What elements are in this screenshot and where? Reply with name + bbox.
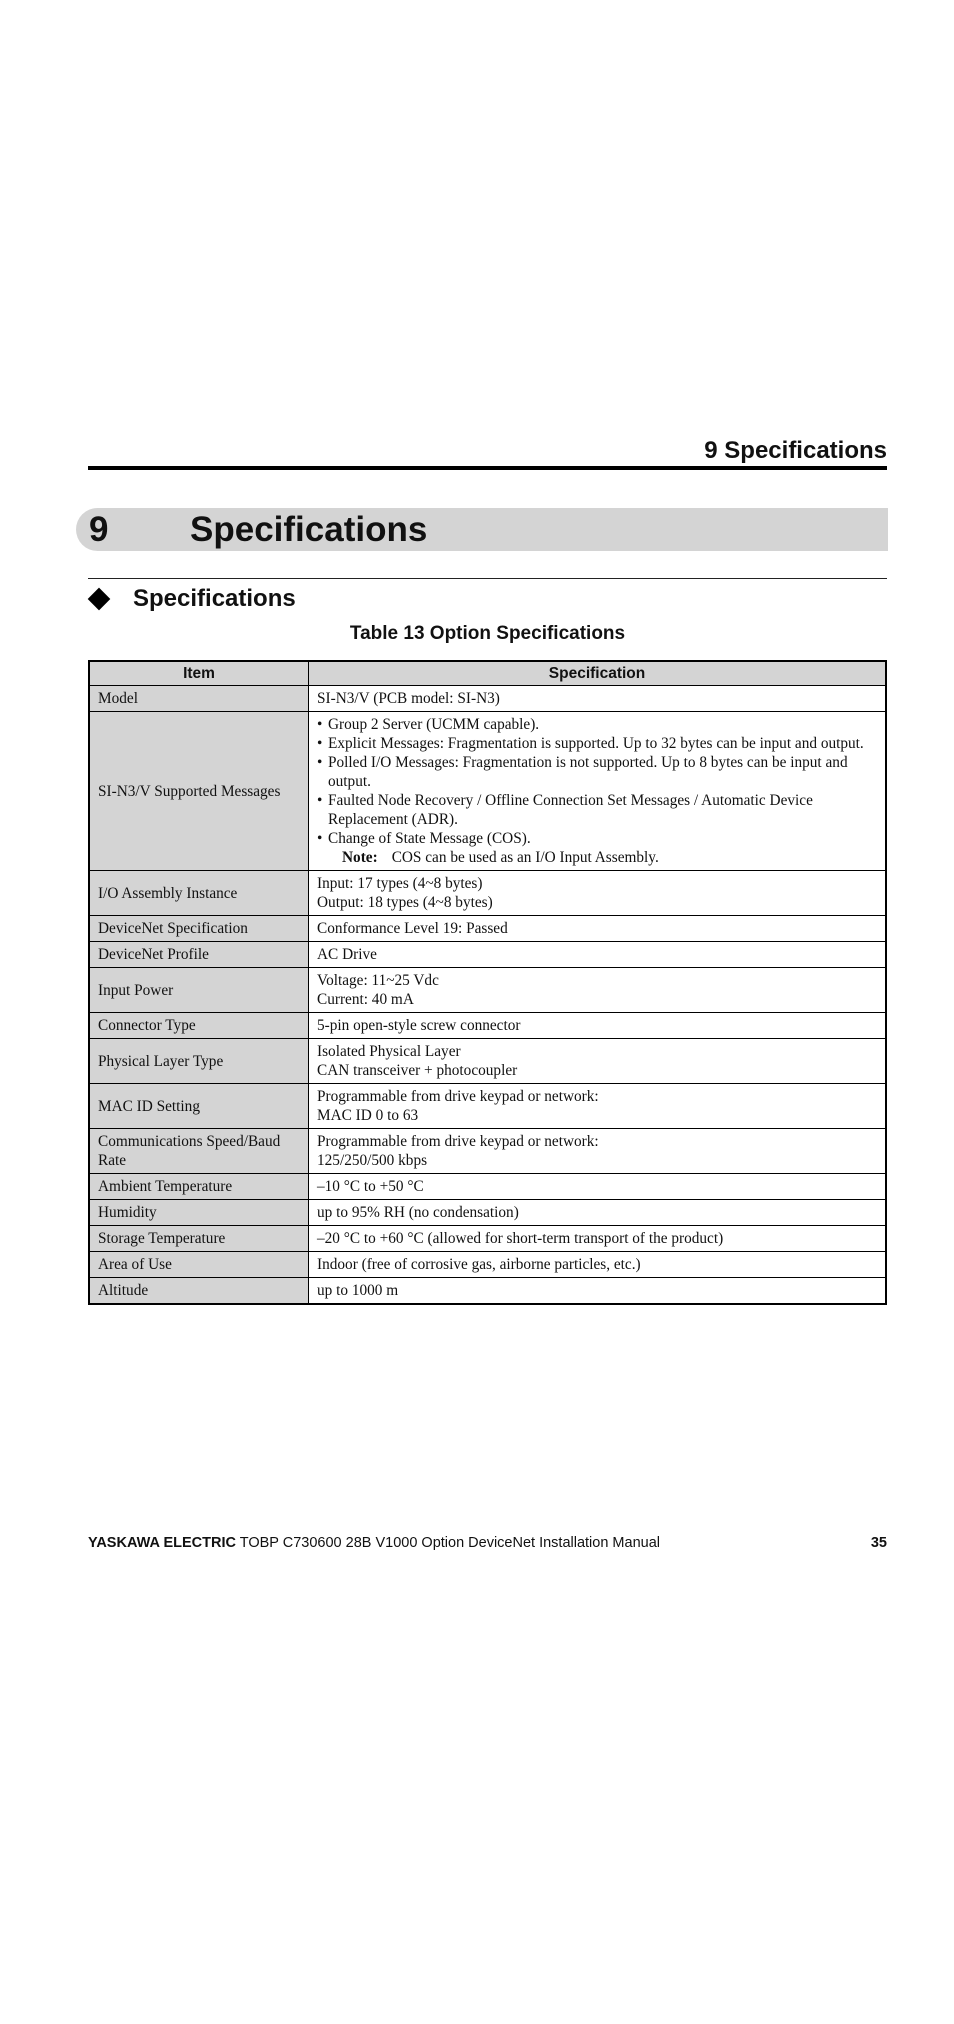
spec-line: 5-pin open-style screw connector [317,1017,521,1034]
page-footer [88,1533,887,1553]
row-item-supported-messages: SI-N3/V Supported Messages [89,712,309,871]
row-spec-storage-temperature [309,1226,887,1252]
spec-line: 125/250/500 kbps [317,1152,428,1169]
spec-line: Indoor (free of corrosive gas, airborne particles, etc.) [317,1256,641,1273]
chapter-number: 9 [89,510,109,549]
row-spec-io-assembly [309,871,887,916]
row-spec-physical-layer [309,1039,887,1084]
row-item-humidity: Humidity [89,1200,309,1226]
table-row [89,1013,886,1039]
row-item-input-power: Input Power [89,968,309,1013]
message-bullet-list [317,715,877,848]
row-item-devicenet-profile: DeviceNet Profile [89,942,309,968]
spec-line: Programmable from drive keypad or network: [317,1133,599,1150]
page-number: 35 [870,1535,887,1551]
table-row [89,712,886,871]
spec-line: MAC ID 0 to 63 [317,1107,419,1124]
row-spec-devicenet-specification [309,916,887,942]
table-caption: Table 13 Option Specifications [349,623,626,644]
row-spec-connector-type [309,1013,887,1039]
section-title: Specifications [133,585,296,612]
spec-line: Current: 40 mA [317,991,414,1008]
spec-line: Voltage: 11~25 Vdc [317,972,439,989]
table-row [89,1084,886,1129]
spec-line: –20 °C to +60 °C (allowed for short-term transport of the product) [317,1230,724,1247]
row-spec-ambient-temperature [309,1174,887,1200]
row-spec-humidity [309,1200,887,1226]
chapter-title: Specifications [190,510,428,549]
spec-line: Programmable from drive keypad or network: [317,1088,599,1105]
row-item-storage-temperature: Storage Temperature [89,1226,309,1252]
table-row [89,916,886,942]
row-spec-model [309,686,887,712]
diamond-bullet-icon [88,588,111,611]
spec-line: Input: 17 types (4~8 bytes) [317,875,483,892]
table-row [89,686,886,712]
spec-line: SI-N3/V (PCB model: SI-N3) [317,690,500,707]
table-row [89,1200,886,1226]
row-item-mac-id: MAC ID Setting [89,1084,309,1129]
spec-line: Isolated Physical Layer [317,1043,461,1060]
table-row [89,871,886,916]
option-specifications-table [88,660,887,1305]
row-spec-area-of-use [309,1252,887,1278]
table-row [89,1039,886,1084]
row-item-area-of-use: Area of Use [89,1252,309,1278]
table-header-row [89,661,886,686]
footer-manual-title: TOBP C730600 28B V1000 Option DeviceNet Installation Manual [239,1535,660,1551]
table-row [89,1129,886,1174]
header-item: Item [89,661,309,686]
row-spec-devicenet-profile [309,942,887,968]
table-row [89,1174,886,1200]
spec-line: CAN transceiver + photocoupler [317,1062,518,1079]
bullet-item: • Faulted Node Recovery / Offline Connection Set Messages / Automatic Device Replacement (ADR). [317,791,877,829]
row-item-physical-layer: Physical Layer Type [89,1039,309,1084]
row-spec-mac-id [309,1084,887,1129]
spec-line: Conformance Level 19: Passed [317,920,508,937]
spec-line: –10 °C to +50 °C [317,1178,424,1195]
row-spec-communications-speed [309,1129,887,1174]
spec-line: Output: 18 types (4~8 bytes) [317,894,493,911]
header-rule [88,466,887,470]
table-row [89,968,886,1013]
spec-line: up to 1000 m [317,1282,399,1299]
table-row [89,1278,886,1305]
running-head: 9 Specifications [704,437,887,464]
row-spec-input-power [309,968,887,1013]
row-item-io-assembly: I/O Assembly Instance [89,871,309,916]
note-text: COS can be used as an I/O Input Assembly. [391,849,659,866]
row-item-connector-type: Connector Type [89,1013,309,1039]
bullet-item: • Group 2 Server (UCMM capable). [317,715,877,734]
bullet-item: • Change of State Message (COS). [317,829,877,848]
row-item-devicenet-specification: DeviceNet Specification [89,916,309,942]
table-row [89,942,886,968]
row-item-model: Model [89,686,309,712]
section-rule [88,578,887,579]
row-item-communications-speed: Communications Speed/Baud Rate [89,1129,309,1174]
row-spec-supported-messages [309,712,887,871]
spec-line: AC Drive [317,946,377,963]
spec-line: up to 95% RH (no condensation) [317,1204,519,1221]
note [317,848,877,867]
row-item-altitude: Altitude [89,1278,309,1305]
table-row [89,1226,886,1252]
chapter-heading-bar [76,508,888,551]
header-specification: Specification [309,661,887,686]
footer-brand: YASKAWA ELECTRIC [88,1535,236,1551]
bullet-item: • Polled I/O Messages: Fragmentation is not supported. Up to 8 bytes can be input and output. [317,753,877,791]
row-item-ambient-temperature: Ambient Temperature [89,1174,309,1200]
row-spec-altitude [309,1278,887,1305]
table-row [89,1252,886,1278]
note-label: Note: [342,849,378,866]
bullet-item: • Explicit Messages: Fragmentation is supported. Up to 32 bytes can be input and output. [317,734,877,753]
